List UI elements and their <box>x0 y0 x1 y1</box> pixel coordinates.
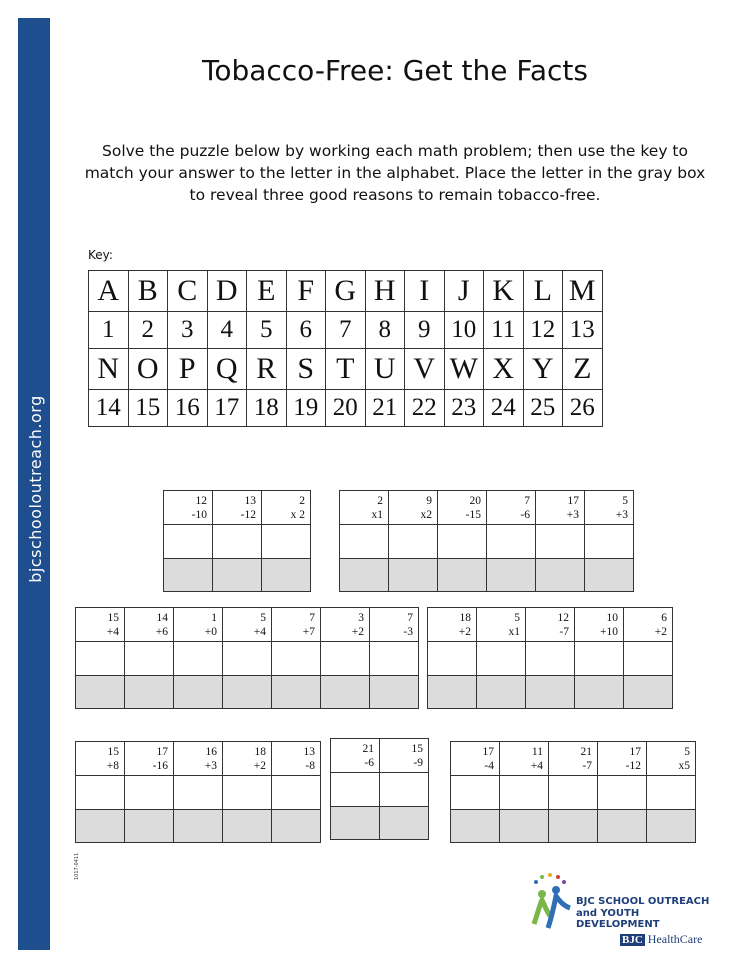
key-letter: M <box>563 271 603 312</box>
math-problem <box>428 608 477 642</box>
answer-box[interactable] <box>500 776 549 810</box>
problem-operation: +8 <box>106 759 119 772</box>
problem-operation: -4 <box>484 759 494 772</box>
letter-gray-box[interactable] <box>370 676 419 709</box>
key-letter: Z <box>563 349 603 390</box>
problem-operand: 7 <box>309 611 315 624</box>
puzzle-word-7 <box>450 741 696 843</box>
key-number: 25 <box>523 390 563 427</box>
instructions-line-3: to reveal three good reasons to remain tobacco-free. <box>189 186 601 204</box>
key-number: 17 <box>207 390 247 427</box>
key-row <box>89 271 603 312</box>
answer-box[interactable] <box>647 776 696 810</box>
key-letter: E <box>247 271 287 312</box>
problem-operation: +2 <box>351 625 364 638</box>
letter-gray-box[interactable] <box>575 676 624 709</box>
key-number: 1 <box>89 312 129 349</box>
problem-operation: -10 <box>191 508 207 521</box>
key-row <box>89 349 603 390</box>
problem-operation: x 2 <box>290 508 305 521</box>
answer-box[interactable] <box>262 525 311 559</box>
bjc-logo <box>528 872 718 952</box>
math-problem <box>370 608 419 642</box>
math-problem <box>262 491 311 525</box>
problem-operation: x2 <box>420 508 432 521</box>
puzzle-word-3 <box>75 607 419 709</box>
key-letter: A <box>89 271 129 312</box>
letter-gray-box[interactable] <box>451 810 500 843</box>
problem-operation: -3 <box>403 625 413 638</box>
problem-operation: +2 <box>458 625 471 638</box>
problem-operation: -9 <box>413 756 423 769</box>
answer-box[interactable] <box>380 773 429 807</box>
answer-box[interactable] <box>164 525 213 559</box>
puzzle-word-6 <box>330 738 429 840</box>
problem-operand: 6 <box>661 611 667 624</box>
problem-operand: 9 <box>426 494 432 507</box>
problem-operation: +2 <box>253 759 266 772</box>
problem-operand: 17 <box>567 494 579 507</box>
logo-line-1: BJC SCHOOL OUTREACH <box>576 896 710 907</box>
key-number: 10 <box>444 312 484 349</box>
letter-gray-box[interactable] <box>428 676 477 709</box>
letter-gray-box[interactable] <box>272 810 321 843</box>
key-letter: W <box>444 349 484 390</box>
problem-operand: 15 <box>107 745 119 758</box>
key-number: 14 <box>89 390 129 427</box>
problem-operand: 12 <box>557 611 569 624</box>
problem-operand: 18 <box>254 745 266 758</box>
problem-operand: 13 <box>303 745 315 758</box>
answer-box[interactable] <box>389 525 438 559</box>
letter-gray-box[interactable] <box>174 810 223 843</box>
math-problem <box>451 742 500 776</box>
math-problem <box>598 742 647 776</box>
answer-box[interactable] <box>428 642 477 676</box>
instructions-line-1: Solve the puzzle below by working each math problem; then use the key to <box>102 142 688 160</box>
letter-gray-box[interactable] <box>477 676 526 709</box>
math-problem <box>174 742 223 776</box>
answer-box[interactable] <box>451 776 500 810</box>
problem-operation: +4 <box>253 625 266 638</box>
key-number: 2 <box>128 312 168 349</box>
problem-operation: +7 <box>302 625 315 638</box>
math-problem <box>536 491 585 525</box>
puzzle-word-2 <box>339 490 634 592</box>
key-row <box>89 312 603 349</box>
key-number: 26 <box>563 390 603 427</box>
bjc-healthcare-logo <box>620 932 702 947</box>
document-code: 1017-0411 <box>74 852 80 880</box>
letter-gray-box[interactable] <box>647 810 696 843</box>
answer-box[interactable] <box>125 776 174 810</box>
puzzle-word-1 <box>163 490 311 592</box>
letter-gray-box[interactable] <box>389 559 438 592</box>
math-problem <box>526 608 575 642</box>
problem-operand: 21 <box>580 745 592 758</box>
letter-gray-box[interactable] <box>487 559 536 592</box>
problem-operand: 15 <box>411 742 423 755</box>
key-letter: N <box>89 349 129 390</box>
key-number: 9 <box>405 312 445 349</box>
problem-operand: 21 <box>362 742 374 755</box>
problem-operation: -8 <box>305 759 315 772</box>
problem-operand: 17 <box>629 745 641 758</box>
letter-gray-box[interactable] <box>223 676 272 709</box>
problem-operation: +3 <box>615 508 628 521</box>
key-letter: H <box>365 271 405 312</box>
letter-gray-box[interactable] <box>598 810 647 843</box>
answer-box[interactable] <box>477 642 526 676</box>
problem-operation: -6 <box>520 508 530 521</box>
key-number: 11 <box>484 312 524 349</box>
key-letter: S <box>286 349 326 390</box>
key-letter: T <box>326 349 366 390</box>
problem-operation: -6 <box>364 756 374 769</box>
math-problem <box>331 739 380 773</box>
math-problem <box>438 491 487 525</box>
letter-gray-box[interactable] <box>76 676 125 709</box>
puzzle-word-4 <box>427 607 673 709</box>
math-problem <box>321 608 370 642</box>
logo-line-2: and YOUTH DEVELOPMENT <box>576 908 660 930</box>
letter-gray-box[interactable] <box>380 807 429 840</box>
math-problem <box>647 742 696 776</box>
answer-box[interactable] <box>575 642 624 676</box>
answer-box[interactable] <box>174 642 223 676</box>
letter-gray-box[interactable] <box>76 810 125 843</box>
bjc-name: HealthCare <box>647 932 703 946</box>
answer-box[interactable] <box>624 642 673 676</box>
key-number: 20 <box>326 390 366 427</box>
key-number: 4 <box>207 312 247 349</box>
key-number: 22 <box>405 390 445 427</box>
math-problem <box>272 742 321 776</box>
math-problem <box>487 491 536 525</box>
letter-gray-box[interactable] <box>125 676 174 709</box>
problem-operand: 13 <box>244 494 256 507</box>
math-problem <box>585 491 634 525</box>
answer-box[interactable] <box>598 776 647 810</box>
problem-operand: 2 <box>299 494 305 507</box>
problem-operand: 17 <box>482 745 494 758</box>
math-problem <box>223 608 272 642</box>
problem-operation: -7 <box>582 759 592 772</box>
problem-operand: 7 <box>524 494 530 507</box>
key-number: 19 <box>286 390 326 427</box>
problem-operation: -16 <box>152 759 168 772</box>
letter-gray-box[interactable] <box>213 559 262 592</box>
key-letter: J <box>444 271 484 312</box>
key-number: 13 <box>563 312 603 349</box>
problem-operand: 5 <box>684 745 690 758</box>
key-letter: G <box>326 271 366 312</box>
problem-operation: +3 <box>204 759 217 772</box>
answer-box[interactable] <box>526 642 575 676</box>
problem-operation: +10 <box>600 625 618 638</box>
problem-operand: 3 <box>358 611 364 624</box>
math-problem <box>389 491 438 525</box>
problem-operand: 15 <box>107 611 119 624</box>
math-problem <box>380 739 429 773</box>
problem-operation: -7 <box>559 625 569 638</box>
problem-operation: x1 <box>508 625 520 638</box>
letter-gray-box[interactable] <box>500 810 549 843</box>
problem-operand: 1 <box>211 611 217 624</box>
key-number: 15 <box>128 390 168 427</box>
problem-operand: 20 <box>469 494 481 507</box>
key-number: 6 <box>286 312 326 349</box>
key-letter: Q <box>207 349 247 390</box>
key-letter: V <box>405 349 445 390</box>
problem-operation: +0 <box>204 625 217 638</box>
letter-gray-box[interactable] <box>438 559 487 592</box>
key-letter: O <box>128 349 168 390</box>
key-letter: L <box>523 271 563 312</box>
answer-box[interactable] <box>487 525 536 559</box>
key-number: 18 <box>247 390 287 427</box>
problem-operation: x5 <box>678 759 690 772</box>
key-letter: P <box>168 349 208 390</box>
math-problem <box>477 608 526 642</box>
key-number: 21 <box>365 390 405 427</box>
answer-box[interactable] <box>272 776 321 810</box>
problem-operation: -15 <box>465 508 481 521</box>
alphabet-key-table <box>88 270 603 427</box>
problem-operation: +3 <box>566 508 579 521</box>
key-letter: K <box>484 271 524 312</box>
problem-operand: 14 <box>156 611 168 624</box>
problem-operation: x1 <box>371 508 383 521</box>
letter-gray-box[interactable] <box>549 810 598 843</box>
problem-operand: 11 <box>531 745 543 758</box>
answer-box[interactable] <box>223 776 272 810</box>
letter-gray-box[interactable] <box>164 559 213 592</box>
letter-gray-box[interactable] <box>125 810 174 843</box>
instructions-line-2: match your answer to the letter in the alphabet. Place the letter in the gray box <box>84 164 706 182</box>
math-problem <box>76 608 125 642</box>
answer-box[interactable] <box>213 525 262 559</box>
key-number: 7 <box>326 312 366 349</box>
key-number: 16 <box>168 390 208 427</box>
problem-operand: 2 <box>377 494 383 507</box>
problem-operand: 7 <box>407 611 413 624</box>
key-number: 23 <box>444 390 484 427</box>
problem-operation: +6 <box>155 625 168 638</box>
answer-box[interactable] <box>174 776 223 810</box>
letter-gray-box[interactable] <box>223 810 272 843</box>
problem-operand: 16 <box>205 745 217 758</box>
math-problem <box>125 608 174 642</box>
outreach-logo-icon <box>528 872 576 930</box>
letter-gray-box[interactable] <box>526 676 575 709</box>
answer-box[interactable] <box>331 773 380 807</box>
letter-gray-box[interactable] <box>585 559 634 592</box>
answer-box[interactable] <box>549 776 598 810</box>
problem-operation: +2 <box>654 625 667 638</box>
math-problem <box>624 608 673 642</box>
key-label: Key: <box>88 248 113 262</box>
answer-box[interactable] <box>272 642 321 676</box>
page-title: Tobacco-Free: Get the Facts <box>201 54 588 87</box>
letter-gray-box[interactable] <box>321 676 370 709</box>
problem-operand: 17 <box>156 745 168 758</box>
problem-operation: +4 <box>106 625 119 638</box>
key-number: 8 <box>365 312 405 349</box>
math-problem <box>575 608 624 642</box>
math-problem <box>223 742 272 776</box>
answer-box[interactable] <box>76 642 125 676</box>
side-bar <box>18 18 50 950</box>
math-problem <box>174 608 223 642</box>
problem-operand: 5 <box>514 611 520 624</box>
math-problem <box>164 491 213 525</box>
problem-operation: +4 <box>530 759 543 772</box>
problem-operation: -12 <box>240 508 256 521</box>
key-number: 24 <box>484 390 524 427</box>
math-problem <box>500 742 549 776</box>
math-problem <box>340 491 389 525</box>
answer-box[interactable] <box>370 642 419 676</box>
answer-box[interactable] <box>536 525 585 559</box>
letter-gray-box[interactable] <box>174 676 223 709</box>
answer-box[interactable] <box>321 642 370 676</box>
key-letter: X <box>484 349 524 390</box>
math-problem <box>213 491 262 525</box>
puzzle-word-5 <box>75 741 321 843</box>
bjc-abbr: BJC <box>622 934 643 946</box>
key-row <box>89 390 603 427</box>
key-number: 5 <box>247 312 287 349</box>
math-problem <box>76 742 125 776</box>
letter-gray-box[interactable] <box>331 807 380 840</box>
answer-box[interactable] <box>585 525 634 559</box>
problem-operand: 12 <box>195 494 207 507</box>
letter-gray-box[interactable] <box>272 676 321 709</box>
key-letter: Y <box>523 349 563 390</box>
key-letter: R <box>247 349 287 390</box>
letter-gray-box[interactable] <box>340 559 389 592</box>
key-letter: D <box>207 271 247 312</box>
key-letter: B <box>128 271 168 312</box>
math-problem <box>549 742 598 776</box>
instructions <box>68 140 722 206</box>
problem-operand: 10 <box>606 611 618 624</box>
answer-box[interactable] <box>125 642 174 676</box>
answer-box[interactable] <box>223 642 272 676</box>
website-url: bjcschooloutreach.org <box>26 395 45 583</box>
problem-operand: 5 <box>622 494 628 507</box>
key-letter: C <box>168 271 208 312</box>
letter-gray-box[interactable] <box>624 676 673 709</box>
letter-gray-box[interactable] <box>262 559 311 592</box>
key-number: 12 <box>523 312 563 349</box>
key-letter: F <box>286 271 326 312</box>
problem-operand: 5 <box>260 611 266 624</box>
math-problem <box>125 742 174 776</box>
key-number: 3 <box>168 312 208 349</box>
math-problem <box>272 608 321 642</box>
key-letter: U <box>365 349 405 390</box>
answer-box[interactable] <box>438 525 487 559</box>
answer-box[interactable] <box>340 525 389 559</box>
answer-box[interactable] <box>76 776 125 810</box>
letter-gray-box[interactable] <box>536 559 585 592</box>
problem-operation: -12 <box>625 759 641 772</box>
problem-operand: 18 <box>459 611 471 624</box>
key-letter: I <box>405 271 445 312</box>
